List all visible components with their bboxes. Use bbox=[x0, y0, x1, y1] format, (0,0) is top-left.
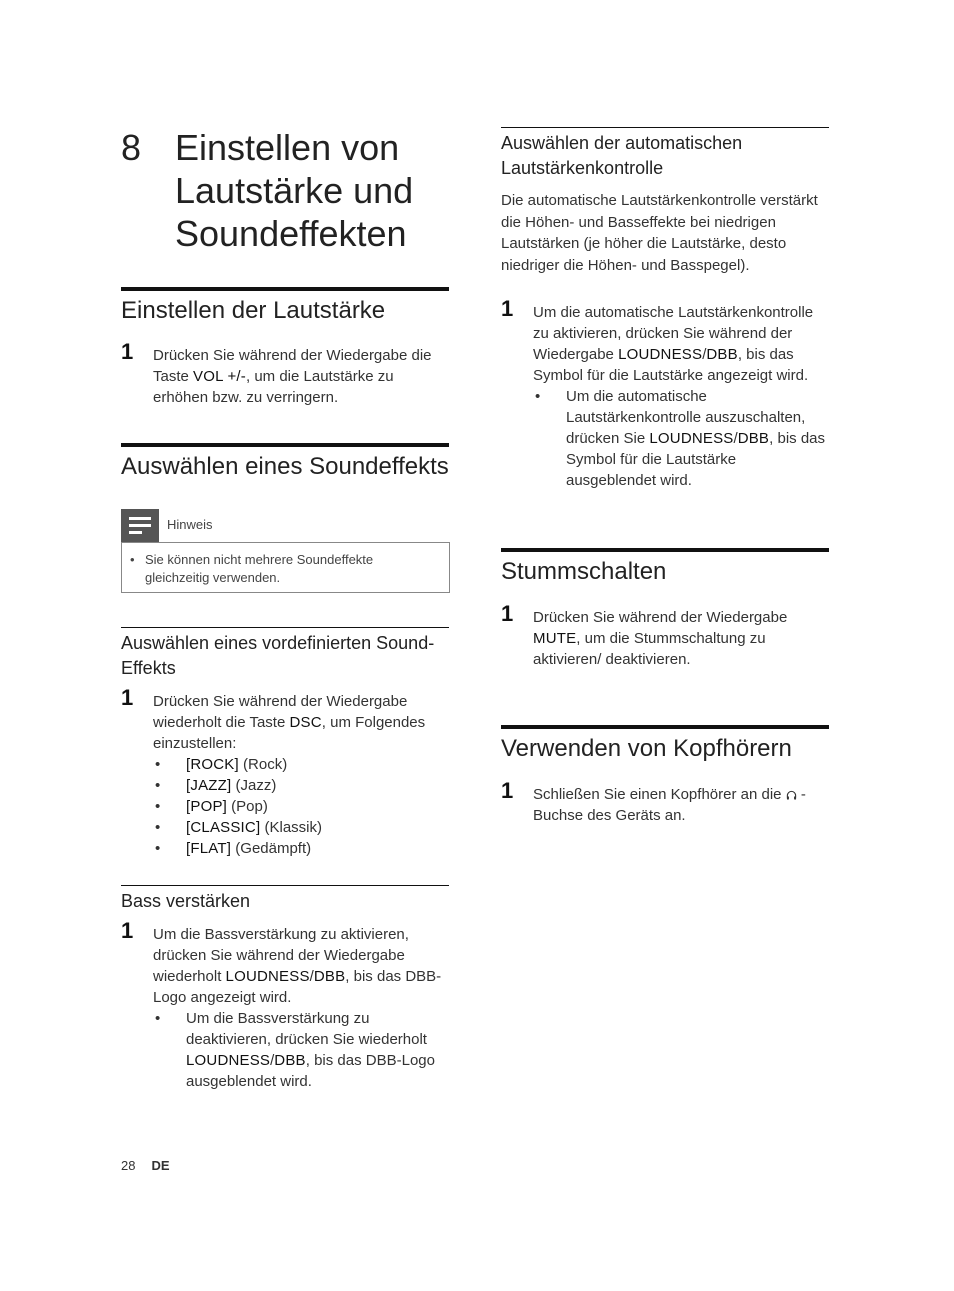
bass-step bbox=[121, 918, 449, 1092]
key-label: VOL +/- bbox=[193, 368, 246, 385]
auto-volume-intro: Die automatische Lautstärkenkontrolle verstärkt die Höhen- und Basseffekte bei niedrigen Lautstärken (je höher die Lautstärke, desto niedriger die Höhen- und Basspegel). bbox=[501, 192, 818, 274]
section-heading-volume: Einstellen der Lautstärke bbox=[121, 287, 449, 327]
language-code: DE bbox=[151, 1158, 170, 1173]
step-text: Drücken Sie während der Wiedergabe wiederholt die Taste DSC, um Folgendes einzustellen: bbox=[153, 693, 426, 752]
preset-step bbox=[121, 685, 449, 859]
volume-step bbox=[121, 339, 449, 408]
bass-sub-list bbox=[153, 1008, 449, 1092]
step-number: 1 bbox=[501, 778, 514, 803]
note-box: • Sie können nicht mehrere Soundeffekte gleichzeitig verwenden. bbox=[121, 542, 450, 593]
sound-options-list bbox=[153, 754, 449, 859]
mute-step bbox=[501, 601, 829, 670]
step-number: 1 bbox=[121, 918, 134, 943]
list-item: • [ROCK] (Rock) bbox=[153, 754, 449, 775]
list-item: • [FLAT] (Gedämpft) bbox=[153, 838, 449, 859]
step-text: Um die Bassverstärkung zu aktivieren, drücken Sie während der Wiedergabe wiederholt LOUDNESS/DBB, bis das DBB-Logo angezeigt wird. bbox=[153, 926, 442, 1006]
auto-volume-sub-list bbox=[533, 386, 829, 491]
chapter-title: Einstellen von Lautstärke und Soundeffekten bbox=[175, 127, 414, 254]
step-text: Um die automatische Lautstärkenkontrolle zu aktivieren, drücken Sie während der Wiedergabe LOUDNESS/DBB, bis das Symbol für die Lautstärke angezeigt wird. bbox=[533, 304, 814, 384]
list-item: • [CLASSIC] (Klassik) bbox=[153, 817, 449, 838]
step-number: 1 bbox=[501, 601, 514, 626]
step-number: 1 bbox=[121, 685, 134, 710]
subsection-heading-bass: Bass verstärken bbox=[121, 885, 449, 914]
step-number: 1 bbox=[501, 296, 514, 321]
key-label: DSC bbox=[289, 714, 322, 731]
section-heading-headphones: Verwenden von Kopfhörern bbox=[501, 725, 829, 765]
headphones-step bbox=[501, 778, 829, 826]
list-item: • Um die Bassverstärkung zu deaktivieren, drücken Sie wiederholt LOUDNESS/DBB, bis das DBB-Logo ausgeblendet wird. bbox=[153, 1008, 449, 1092]
step-text: Drücken Sie während der Wiedergabe MUTE, um die Stummschaltung zu aktivieren/ deaktivieren. bbox=[533, 609, 788, 668]
step-number: 1 bbox=[121, 339, 134, 364]
note-label: Hinweis bbox=[167, 517, 213, 532]
chapter-number: 8 bbox=[121, 127, 142, 168]
subsection-heading-preset: Auswählen eines vordefinierten Sound-Effekts bbox=[121, 627, 449, 681]
step-text: Schließen Sie einen Kopfhörer an die -Buchse des Geräts an. bbox=[533, 786, 806, 824]
subsection-heading-auto-volume: Auswählen der automatischen Lautstärkenkontrolle bbox=[501, 127, 829, 181]
list-item: • [JAZZ] (Jazz) bbox=[153, 775, 449, 796]
section-heading-sound: Auswählen eines Soundeffekts bbox=[121, 443, 449, 483]
page-number: 28 bbox=[121, 1158, 136, 1173]
note-header bbox=[121, 509, 450, 542]
page-footer bbox=[121, 1158, 170, 1173]
step-text: Drücken Sie während der Wiedergabe die Taste VOL +/-, um die Lautstärke zu erhöhen bzw. zu verringern. bbox=[153, 347, 432, 406]
auto-volume-step bbox=[501, 296, 829, 491]
list-item: • Um die automatische Lautstärkenkontrolle auszuschalten, drücken Sie LOUDNESS/DBB, bis das Symbol für die Lautstärke ausgeblendet wird. bbox=[533, 386, 829, 491]
key-label: MUTE bbox=[533, 630, 577, 647]
list-item: • [POP] (Pop) bbox=[153, 796, 449, 817]
headphones-icon bbox=[786, 790, 797, 801]
note-icon bbox=[121, 509, 159, 542]
note-text: Sie können nicht mehrere Soundeffekte gleichzeitig verwenden. bbox=[145, 552, 374, 585]
section-heading-mute: Stummschalten bbox=[501, 548, 829, 588]
